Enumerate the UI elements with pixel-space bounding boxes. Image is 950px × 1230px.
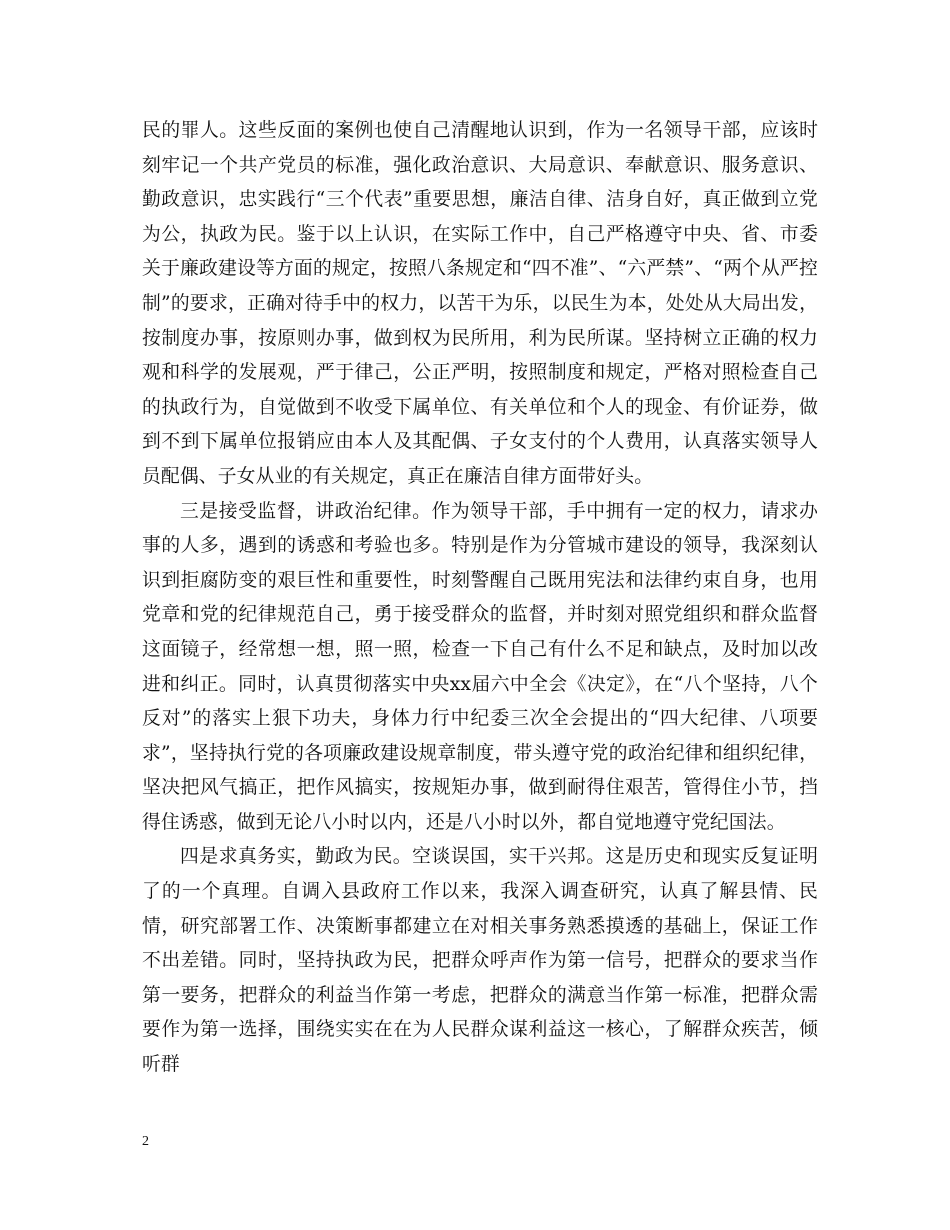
paragraph-pragmatism: 四是求真务实，勤政为民。空谈误国，实干兴邦。这是历史和现实反复证明了的一个真理。自调入县政府工作以来，我深入调查研究，认真了解县情、民情，研究部署工作、决策断事都建立在对相关事务熟悉摸透的基础上，保证工作不出差错。同时，坚持执政为民，把群众呼声作为第一信号，把群众的要求当作第一要务，把群众的利益当作第一考虑，把群众的满意当作第一标准，把群众需要作为第一选择，围绕实实在在为人民群众谋利益这一核心，了解群众疾苦，倾听群 xyxy=(142,846,818,1076)
page-number: 2 xyxy=(142,1134,149,1149)
body-text xyxy=(142,114,818,1083)
paragraph-continued: 民的罪人。这些反面的案例也使自己清醒地认识到，作为一名领导干部，应该时刻牢记一个共产党员的标准，强化政治意识、大局意识、奉献意识、服务意识、勤政意识，忠实践行“三个代表”重要思想，廉洁自律、洁身自好，真正做到立党为公，执政为民。鉴于以上认识，在实际工作中，自己严格遵守中央、省、市委关于廉政建设等方面的规定，按照八条规定和“四不准”、“六严禁”、“两个从严控制”的要求，正确对待手中的权力，以苦干为乐，以民生为本，处处从大局出发，按制度办事，按原则办事，做到权为民所用，利为民所谋。坚持树立正确的权力观和科学的发展观，严于律己，公正严明，按照制度和规定，严格对照检查自己的执政行为，自觉做到不收受下属单位、有关单位和个人的现金、有价证券，做到不到下属单位报销应由本人及其配偶、子女支付的个人费用，认真落实领导人员配偶、子女从业的有关规定，真正在廉洁自律方面带好头。 xyxy=(142,120,818,487)
paragraph-supervision: 三是接受监督，讲政治纪律。作为领导干部，手中拥有一定的权力，请求办事的人多，遇到的诱惑和考验也多。特别是作为分管城市建设的领导，我深刻认识到拒腐防变的艰巨性和重要性，时刻警醒自己既用宪法和法律约束自身，也用党章和党的纪律规范自己，勇于接受群众的监督，并时刻对照党组织和群众监督这面镜子，经常想一想，照一照，检查一下自己有什么不足和缺点，及时加以改进和纠正。同时，认真贯彻落实中央xx届六中全会《决定》，在“八个坚持，八个反对”的落实上狠下功夫，身体力行中纪委三次全会提出的“四大纪律、八项要求”，坚持执行党的各项廉政建设规章制度，带头遵守党的政治纪律和组织纪律，坚决把风气搞正，把作风搞实，按规矩办事，做到耐得住艰苦，管得住小节，挡得住诱惑，做到无论八小时以内，还是八小时以外，都自觉地遵守党纪国法。 xyxy=(142,500,818,833)
